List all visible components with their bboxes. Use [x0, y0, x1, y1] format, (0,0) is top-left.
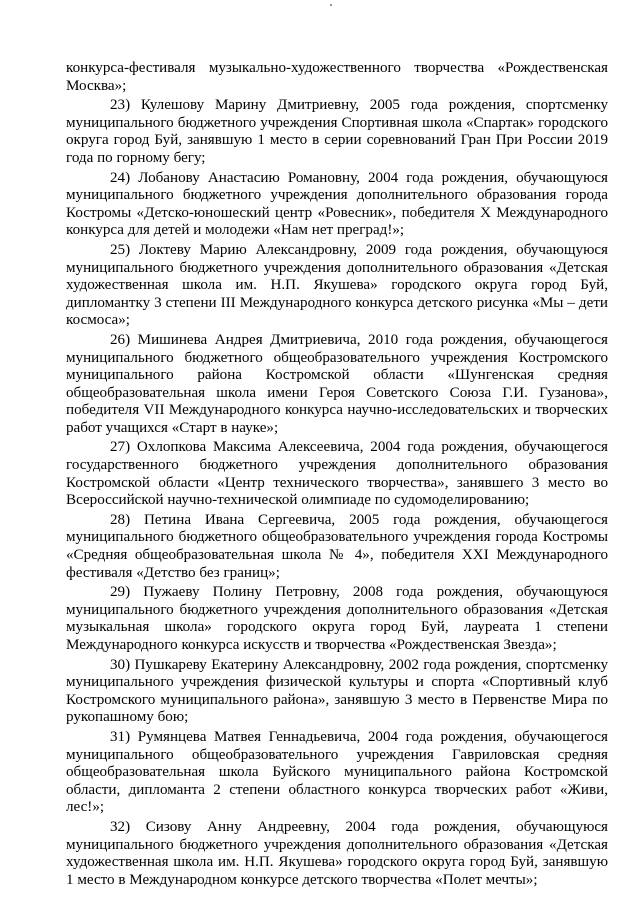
paragraph-continuation: конкурса-фестиваля музыкально-художественного творчества «Рождественская Москва»;: [66, 60, 608, 94]
list-item-29: 29) Пужаеву Полину Петровну, 2008 года рождения, обучающуюся муниципального бюджетного учреждения дополнительного образования «Детская музыкальная школа» городского округа город Буй, лауреата 1 степени Международного конкурса искусств и творчества «Рождественская Звезда»;: [66, 584, 608, 653]
list-item-24: 24) Лобанову Анастасию Романовну, 2004 года рождения, обучающуюся муниципального бюджетного учреждения дополнительного образования города Костромы «Детско-юношеский центр «Ровесник», победителя X Международного конкурса для детей и молодежи «Нам нет преград!»;: [66, 169, 608, 239]
list-item-32: 32) Сизову Анну Андреевну, 2004 года рождения, обучающуюся муниципального бюджетного учреждения дополнительного образования «Детская художественная школа им. Н.П. Якушева» городского округа город Буй, занявшую 1 место в Международном конкурсе детского творчества «Полет мечты»;: [66, 818, 608, 888]
document-body: [66, 60, 608, 891]
list-item-25: 25) Локтеву Марию Александровну, 2009 года рождения, обучающуюся муниципального бюджетного учреждения дополнительного образования «Детская художественная школа им. Н.П. Якушева» городского округа город Буй, дипломантку 3 степени III Международного конкурса детского рисунка «Мы – дети космоса»;: [66, 241, 608, 329]
list-item-31: 31) Румянцева Матвея Геннадьевича, 2004 года рождения, обучающегося муниципального общеобразовательного учреждения Гавриловская средняя общеобразовательная школа Буйского муниципального района Костромской области, дипломанта 2 степени областного конкурса творческих работ «Живи, лес!»;: [66, 728, 608, 816]
list-item-28: 28) Петина Ивана Сергеевича, 2005 года рождения, обучающегося муниципального бюджетного общеобразовательного учреждения города Костромы «Средняя общеобразовательная школа № 4», победителя XXI Международного фестиваля «Детство без границ»;: [66, 511, 608, 581]
list-item-23: 23) Кулешову Марину Дмитриевну, 2005 года рождения, спортсменку муниципального бюджетного учреждения Спортивная школа «Спартак» городского округа город Буй, занявшую 1 место в серии соревнований Гран При России 2019 года по горному бегу;: [66, 97, 608, 166]
scan-speck: [330, 4, 332, 6]
list-item-26: 26) Мишинева Андрея Дмитриевича, 2010 года рождения, обучающегося муниципального бюджетного общеобразовательного учреждения Костромского муниципального района Костромской области «Шунгенская средняя общеобразовательная школа имени Героя Советского Союза Г.И. Гузанова», победителя VII Международного конкурса научно-исследовательских и творческих работ учащихся «Старт в науке»;: [66, 331, 608, 436]
list-item-27: 27) Охлопкова Максима Алексеевича, 2004 года рождения, обучающегося государственного бюджетного учреждения дополнительного образования Костромской области «Центр технического творчества», занявшего 3 место во Всероссийской научно-технической олимпиаде по судомоделированию;: [66, 439, 608, 509]
list-item-30: 30) Пушкареву Екатерину Александровну, 2002 года рождения, спортсменку муниципального учреждения физической культуры и спорта «Спортивный клуб Костромского муниципального района», занявшую 3 место в Первенстве Мира по рукопашному бою;: [66, 656, 608, 726]
